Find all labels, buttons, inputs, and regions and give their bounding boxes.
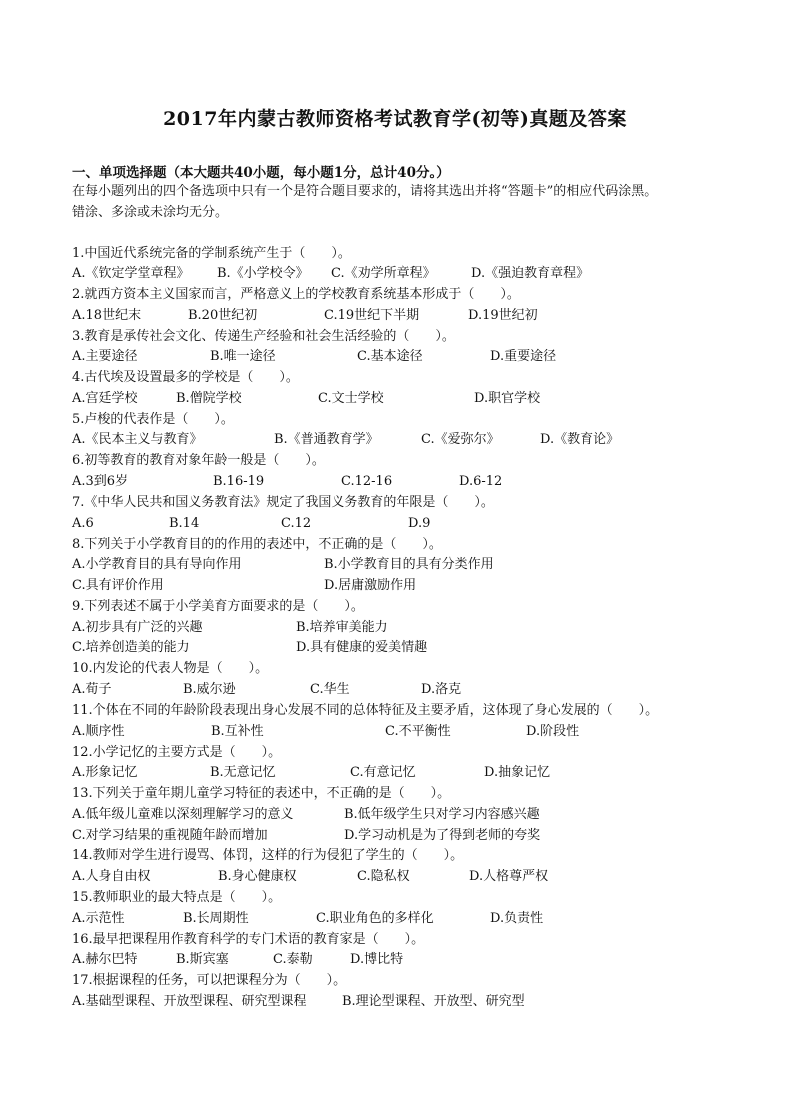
question-option: C.有意记忆 — [350, 765, 416, 780]
question-option: C.华生 — [310, 682, 350, 697]
question-stem: 13.下列关于童年期儿童学习特征的表述中，不正确的是（ ）。 — [72, 786, 451, 801]
question-stem: 8.下列关于小学教育目的的作用的表述中，不正确的是（ ）。 — [72, 537, 442, 552]
question-option: D.职官学校 — [474, 391, 541, 406]
question-option: D.居庸激励作用 — [324, 578, 417, 593]
question-option: B.低年级学生只对学习内容感兴趣 — [344, 807, 540, 822]
question-option: D.《强迫教育章程》 — [471, 266, 590, 281]
question-stem: 15.教师职业的最大特点是（ ）。 — [72, 890, 282, 905]
question-option: B.16-19 — [213, 474, 265, 489]
question-option: A.《民本主义与教育》 — [72, 432, 203, 447]
question-stem: 11.个体在不同的年龄阶段表现出身心发展不同的总体特征及主要矛盾，这体现了身心发展的（ ）。 — [72, 703, 659, 718]
question-option: B.《小学校令》 — [217, 266, 309, 281]
question-option: D.9 — [408, 516, 431, 531]
question-option: B.僧院学校 — [176, 391, 242, 406]
question-stem: 10.内发论的代表人物是（ ）。 — [72, 661, 269, 676]
page-title: 2017年内蒙古教师资格考试教育学(初等)真题及答案 — [163, 108, 627, 130]
question-option: D.阶段性 — [526, 724, 580, 739]
question-option: A.顺序性 — [72, 724, 125, 739]
question-option: A.主要途径 — [72, 349, 138, 364]
question-stem: 6.初等教育的教育对象年龄一般是（ ）。 — [72, 453, 325, 468]
question-option: A.赫尔巴特 — [72, 952, 138, 967]
question-stem: 9.下列表述不属于小学美育方面要求的是（ ）。 — [72, 599, 364, 614]
section-intro — [72, 181, 752, 223]
question-option: B.斯宾塞 — [176, 952, 229, 967]
question-option: A.宫廷学校 — [72, 391, 138, 406]
question-option: C.基本途径 — [357, 349, 423, 364]
question-option: A.示范性 — [72, 911, 125, 926]
question-stem: 2.就西方资本主义国家而言，严格意义上的学校教育系统基本形成于（ ）。 — [72, 287, 520, 302]
question-stem: 7.《中华人民共和国义务教育法》规定了我国义务教育的年限是（ ）。 — [72, 495, 494, 510]
question-option: D.人格尊严权 — [469, 869, 549, 884]
question-option: A.3到6岁 — [72, 474, 129, 489]
question-option: D.学习动机是为了得到老师的夸奖 — [344, 828, 541, 843]
question-option: D.《教育论》 — [540, 432, 620, 447]
question-option: B.培养审美能力 — [296, 620, 388, 635]
question-option: B.20世纪初 — [188, 308, 258, 323]
question-option: C.对学习结果的重视随年龄而增加 — [72, 828, 268, 843]
question-stem: 5.卢梭的代表作是（ ）。 — [72, 412, 234, 427]
question-option: B.无意记忆 — [210, 765, 276, 780]
question-stem: 12.小学记忆的主要方式是（ ）。 — [72, 745, 282, 760]
question-option: B.小学教育目的具有分类作用 — [324, 557, 494, 572]
question-option: C.《劝学所章程》 — [331, 266, 436, 281]
question-stem: 4.古代埃及设置最多的学校是（ ）。 — [72, 370, 299, 385]
question-option: D.负责性 — [490, 911, 544, 926]
question-option: B.《普通教育学》 — [274, 432, 379, 447]
question-option: A.初步具有广泛的兴趣 — [72, 620, 203, 635]
question-option: B.14 — [169, 516, 200, 531]
question-option: A.基础型课程、开放型课程、研究型课程 — [72, 994, 307, 1009]
question-option: C.职业角色的多样化 — [316, 911, 434, 926]
question-option: C.培养创造美的能力 — [72, 640, 190, 655]
question-option: A.形象记忆 — [72, 765, 138, 780]
question-stem: 17.根据课程的任务，可以把课程分为（ ）。 — [72, 973, 347, 988]
question-option: A.低年级儿童难以深刻理解学习的意义 — [72, 807, 294, 822]
question-option: C.泰勒 — [273, 952, 313, 967]
question-option: B.唯一途径 — [210, 349, 276, 364]
question-option: C.12-16 — [341, 474, 393, 489]
question-option: C.不平衡性 — [385, 724, 451, 739]
section-heading: 一、单项选择题（本大题共40小题，每小题1分，总计40分。） — [72, 165, 450, 181]
question-option: B.威尔逊 — [183, 682, 236, 697]
question-option: A.小学教育目的具有导向作用 — [72, 557, 242, 572]
question-option: D.洛克 — [421, 682, 462, 697]
question-option: B.理论型课程、开放型、研究型 — [342, 994, 525, 1009]
question-option: D.抽象记忆 — [484, 765, 551, 780]
question-option: D.6-12 — [459, 474, 503, 489]
question-stem: 1.中国近代系统完备的学制系统产生于（ ）。 — [72, 246, 351, 261]
question-option: A.《钦定学堂章程》 — [72, 266, 190, 281]
question-option: C.具有评价作用 — [72, 578, 164, 593]
question-option: A.6 — [72, 516, 94, 531]
question-option: B.身心健康权 — [218, 869, 297, 884]
question-stem: 14.教师对学生进行谩骂、体罚，这样的行为侵犯了学生的（ ）。 — [72, 848, 464, 863]
question-option: C.文士学校 — [318, 391, 384, 406]
question-option: C.隐私权 — [357, 869, 410, 884]
question-option: D.具有健康的爱美情趣 — [296, 640, 428, 655]
intro-line: 在每小题列出的四个备选项中只有一个是符合题目要求的，请将其选出并将“答题卡”的相应代码涂黑。 — [72, 184, 658, 199]
question-option: C.《爱弥尔》 — [421, 432, 500, 447]
question-option: C.12 — [281, 516, 312, 531]
question-option: A.人身自由权 — [72, 869, 151, 884]
question-stem: 3.教育是承传社会文化、传递生产经验和社会生活经验的（ ）。 — [72, 329, 455, 344]
question-option: D.19世纪初 — [468, 308, 538, 323]
question-option: D.重要途径 — [490, 349, 557, 364]
question-option: A.荀子 — [72, 682, 112, 697]
question-option: A.18世纪末 — [72, 308, 142, 323]
question-option: B.互补性 — [211, 724, 264, 739]
question-stem: 16.最早把课程用作教育科学的专门术语的教育家是（ ）。 — [72, 932, 425, 947]
intro-line: 错涂、多涂或未涂均无分。 — [72, 205, 229, 220]
question-option: B.长周期性 — [183, 911, 249, 926]
question-option: D.博比特 — [350, 952, 404, 967]
question-option: C.19世纪下半期 — [324, 308, 420, 323]
